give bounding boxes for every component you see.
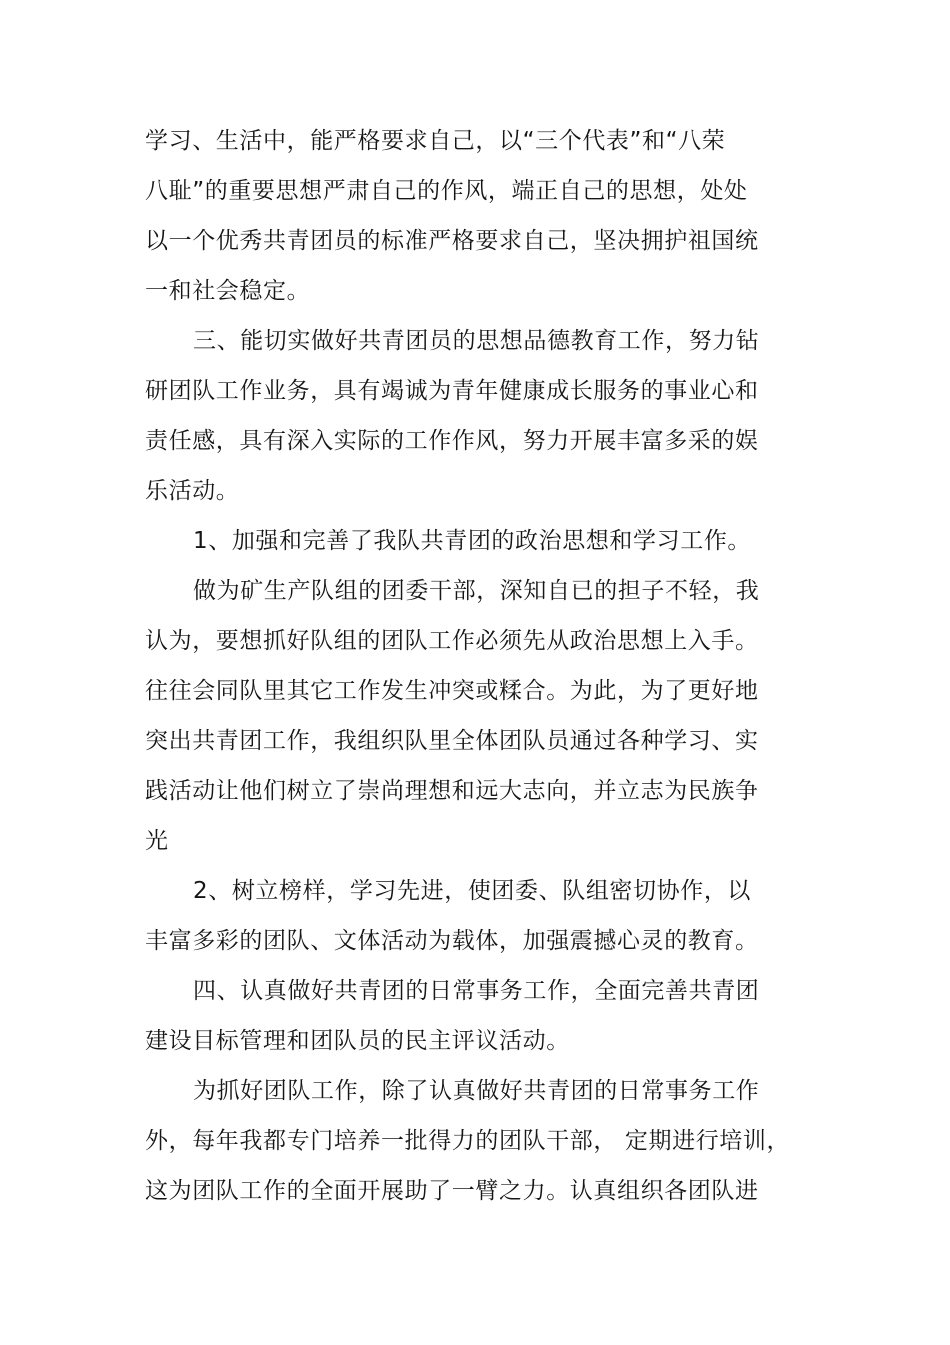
text-line: 往往会同队里其它工作发生冲突或糅合。为此，为了更好地 <box>145 678 759 704</box>
text-line: 做为矿生产队组的团委干部，深知自已的担子不轻，我 <box>193 578 760 604</box>
text-line: 突出共青团工作，我组织队里全体团队员通过各种学习、实 <box>145 728 759 754</box>
text-line: 以一个优秀共青团员的标准严格要求自己，坚决拥护祖国统 <box>145 228 759 254</box>
text-line: 责任感，具有深入实际的工作作风，努力开展丰富多采的娱 <box>145 428 759 454</box>
text-line: 这为团队工作的全面开展助了一臂之力。认真组织各团队进 <box>145 1178 759 1204</box>
list-item-two: 2、树立榜样，学习先进，使团委、队组密切协作，以 <box>193 878 752 904</box>
text-line: 践活动让他们树立了崇尚理想和远大志向，并立志为民族争 <box>145 778 759 804</box>
section-heading-four: 四、认真做好共青团的日常事务工作，全面完善共青团 <box>193 978 760 1004</box>
text-line: 外，每年我都专门培养一批得力的团队干部， 定期进行培训， <box>145 1128 791 1154</box>
text-line: 丰富多彩的团队、文体活动为载体，加强震撼心灵的教育。 <box>145 928 759 954</box>
section-heading-three: 三、能切实做好共青团员的思想品德教育工作，努力钻 <box>193 328 760 354</box>
text-line: 为抓好团队工作，除了认真做好共青团的日常事务工作 <box>193 1078 760 1104</box>
list-item-one: 1、加强和完善了我队共青团的政治思想和学习工作。 <box>193 528 752 554</box>
text-line: 建设目标管理和团队员的民主评议活动。 <box>145 1028 570 1054</box>
text-line: 光 <box>145 828 169 854</box>
text-line: 一和社会稳定。 <box>145 278 311 304</box>
text-line: 八耻”的重要思想严肃自己的作风，端正自己的思想，处处 <box>145 178 748 204</box>
text-line: 乐活动。 <box>145 478 240 504</box>
text-line: 研团队工作业务，具有竭诚为青年健康成长服务的事业心和 <box>145 378 759 404</box>
text-line: 认为，要想抓好队组的团队工作必须先从政治思想上入手。 <box>145 628 759 654</box>
text-line: 学习、生活中，能严格要求自己，以“三个代表”和“八荣 <box>145 128 726 154</box>
